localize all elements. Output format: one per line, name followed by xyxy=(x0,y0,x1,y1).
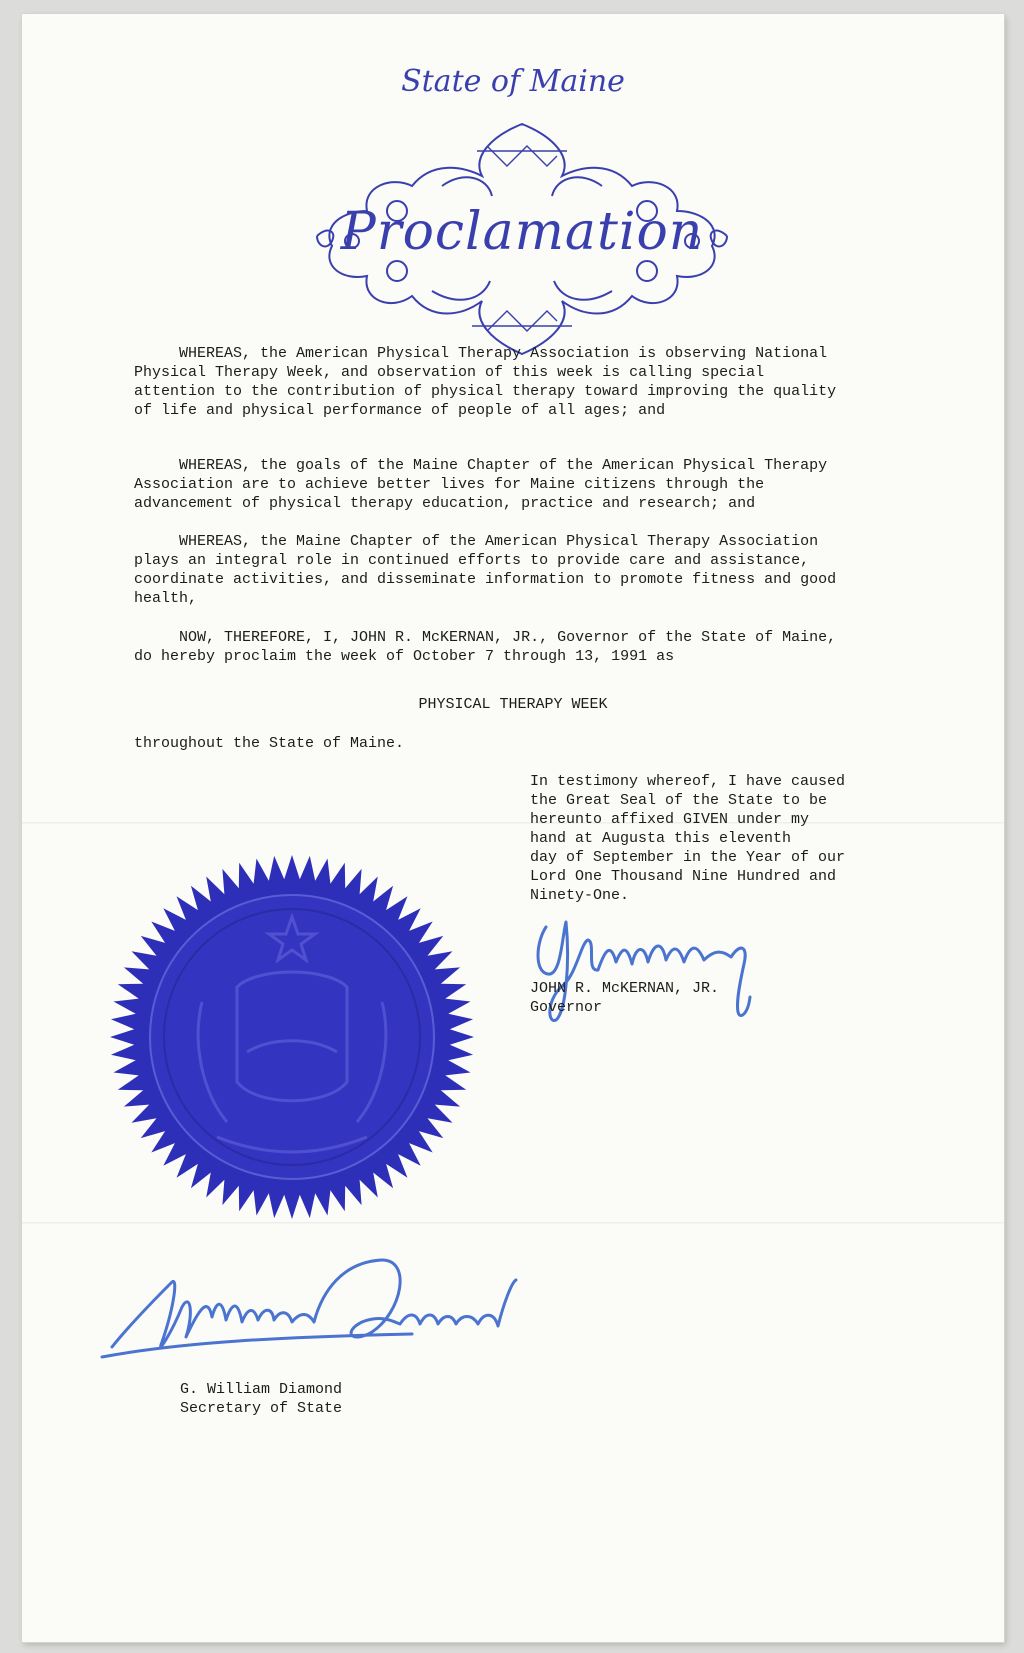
governor-title: Governor xyxy=(530,999,603,1016)
secretary-title: Secretary of State xyxy=(180,1400,343,1417)
whereas-paragraph-2: WHEREAS, the goals of the Maine Chapter of the American Physical Therapy Association are to achieve better lives for Maine citizens through the advancement of physical therapy education, practice and research; and xyxy=(134,457,828,512)
secretary-name: G. William Diamond xyxy=(180,1381,343,1398)
secretary-signature xyxy=(82,1252,582,1382)
state-title: State of Maine xyxy=(401,64,625,99)
governor-name: JOHN R. McKERNAN, JR. xyxy=(530,980,720,997)
proclamation-title: Proclamation xyxy=(340,202,704,262)
therefore-paragraph: NOW, THEREFORE, I, JOHN R. McKERNAN, JR., Governor of the State of Maine, do hereby proclaim the week of October 7 through 13, 1991 as xyxy=(134,629,837,665)
proclaimed-week-heading: PHYSICAL THERAPY WEEK xyxy=(418,696,608,713)
closing-line: throughout the State of Maine. xyxy=(134,735,405,752)
whereas-paragraph-3: WHEREAS, the Maine Chapter of the American Physical Therapy Association plays an integral role in continued efforts to provide care and assistance, coordinate activities, and disseminate information to promote fitness and good health, xyxy=(134,533,837,607)
proclamation-sheet xyxy=(22,14,1004,1642)
testimony-paragraph: In testimony whereof, I have caused the Great Seal of the State to be hereunto affixed GIVEN under my hand at Augusta this eleventh day of September in the Year of our Lord One Thousand Nine Hundred and Ninety-One. xyxy=(530,773,846,904)
great-seal-icon xyxy=(107,852,477,1222)
fold-line xyxy=(22,1222,1004,1224)
whereas-paragraph-1: WHEREAS, the American Physical Therapy Association is observing National Physical Therapy Week, and observation of this week is calling special attention to the contribution of physical therapy toward improving the quality of life and physical performance of people of all ages; and xyxy=(134,345,837,419)
